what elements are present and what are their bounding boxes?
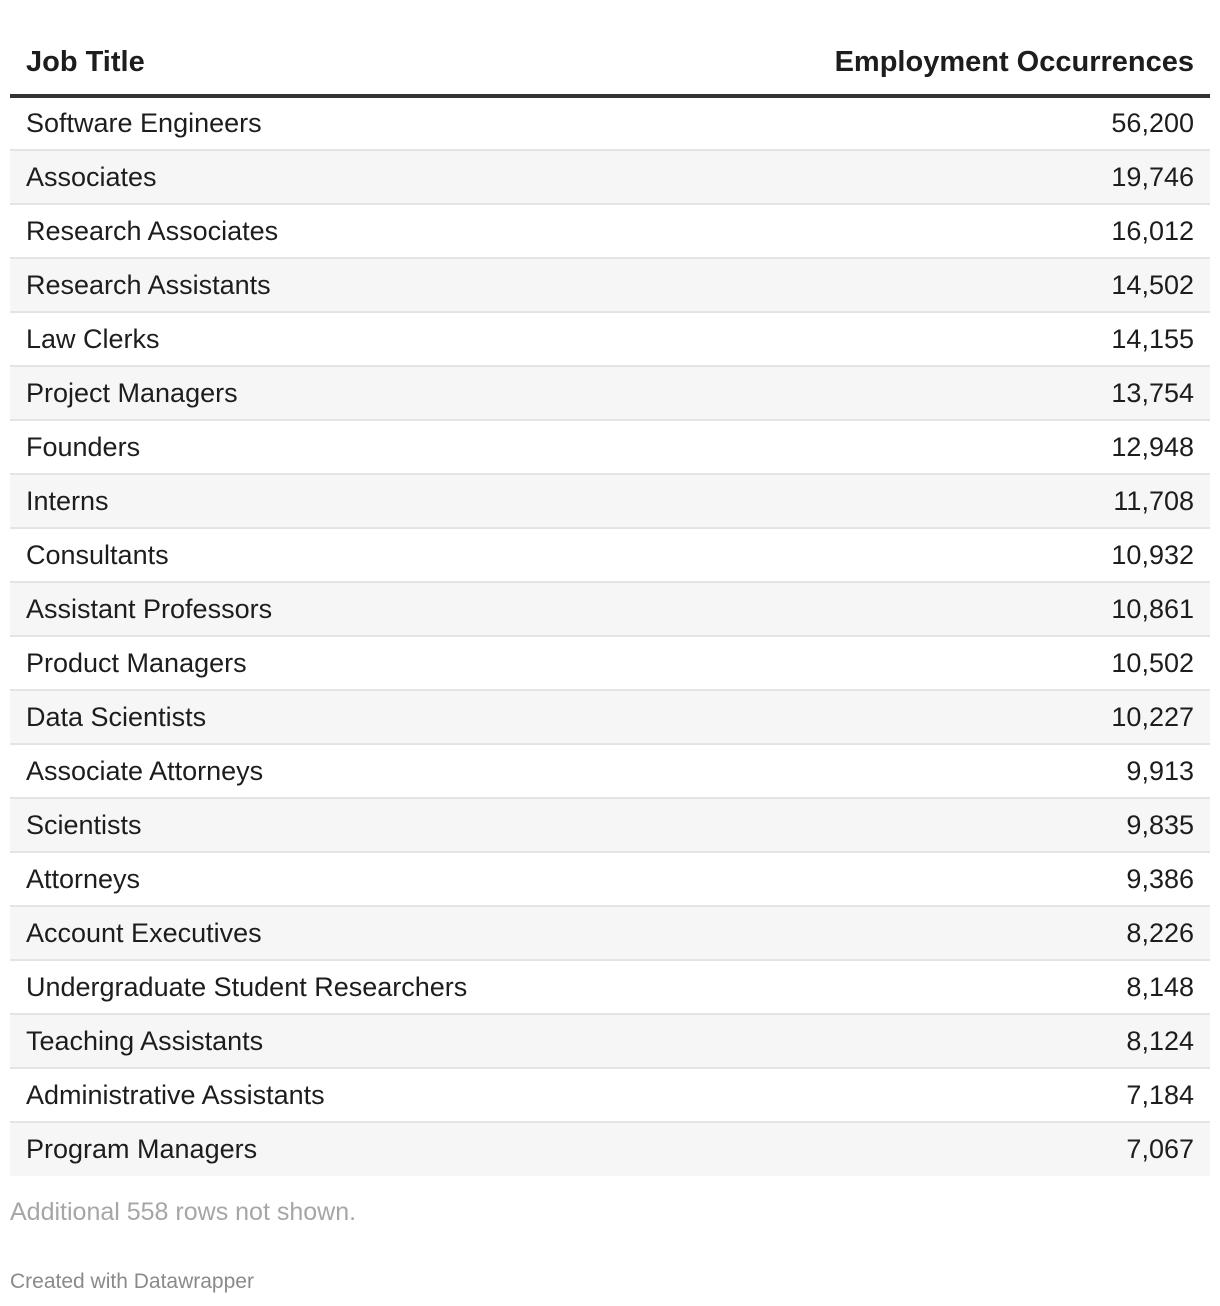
cell-job-title: Research Assistants	[10, 258, 610, 312]
table-row	[10, 1122, 1210, 1176]
cell-job-title: Software Engineers	[10, 96, 610, 150]
cell-employment-occurrences: 19,746	[610, 150, 1210, 204]
cell-job-title: Account Executives	[10, 906, 610, 960]
table-body	[10, 96, 1210, 1176]
column-header-job-title[interactable]: Job Title	[10, 30, 610, 96]
table-row	[10, 1068, 1210, 1122]
table-row	[10, 582, 1210, 636]
column-header-employment-occurrences[interactable]: Employment Occurrences	[610, 30, 1210, 96]
cell-job-title: Assistant Professors	[10, 582, 610, 636]
cell-job-title: Data Scientists	[10, 690, 610, 744]
cell-employment-occurrences: 8,148	[610, 960, 1210, 1014]
table-row	[10, 366, 1210, 420]
cell-job-title: Founders	[10, 420, 610, 474]
table-row	[10, 1014, 1210, 1068]
table-row	[10, 420, 1210, 474]
cell-employment-occurrences: 7,067	[610, 1122, 1210, 1176]
cell-job-title: Undergraduate Student Researchers	[10, 960, 610, 1014]
table-row	[10, 96, 1210, 150]
table-row	[10, 474, 1210, 528]
cell-job-title: Research Associates	[10, 204, 610, 258]
cell-job-title: Interns	[10, 474, 610, 528]
table-row	[10, 636, 1210, 690]
header-row	[10, 30, 1210, 96]
cell-job-title: Administrative Assistants	[10, 1068, 610, 1122]
cell-employment-occurrences: 10,861	[610, 582, 1210, 636]
cell-job-title: Program Managers	[10, 1122, 610, 1176]
cell-employment-occurrences: 7,184	[610, 1068, 1210, 1122]
table-row	[10, 312, 1210, 366]
cell-job-title: Product Managers	[10, 636, 610, 690]
cell-employment-occurrences: 16,012	[610, 204, 1210, 258]
cell-employment-occurrences: 14,155	[610, 312, 1210, 366]
table-row	[10, 528, 1210, 582]
cell-employment-occurrences: 9,913	[610, 744, 1210, 798]
table-header	[10, 30, 1210, 96]
job-title-table	[10, 30, 1210, 1176]
cell-employment-occurrences: 8,226	[610, 906, 1210, 960]
cell-employment-occurrences: 11,708	[610, 474, 1210, 528]
cell-job-title: Attorneys	[10, 852, 610, 906]
cell-employment-occurrences: 13,754	[610, 366, 1210, 420]
cell-job-title: Consultants	[10, 528, 610, 582]
attribution-footer: Created with Datawrapper	[10, 1270, 254, 1293]
table-row	[10, 960, 1210, 1014]
cell-job-title: Project Managers	[10, 366, 610, 420]
cell-employment-occurrences: 10,502	[610, 636, 1210, 690]
cell-job-title: Associates	[10, 150, 610, 204]
cell-job-title: Scientists	[10, 798, 610, 852]
cell-employment-occurrences: 9,835	[610, 798, 1210, 852]
cell-employment-occurrences: 14,502	[610, 258, 1210, 312]
cell-employment-occurrences: 8,124	[610, 1014, 1210, 1068]
table-row	[10, 852, 1210, 906]
table-row	[10, 690, 1210, 744]
cell-employment-occurrences: 12,948	[610, 420, 1210, 474]
cell-employment-occurrences: 9,386	[610, 852, 1210, 906]
table-row	[10, 150, 1210, 204]
data-table-container	[10, 30, 1210, 1176]
cell-employment-occurrences: 10,227	[610, 690, 1210, 744]
table-row	[10, 906, 1210, 960]
table-row	[10, 744, 1210, 798]
table-row	[10, 204, 1210, 258]
table-notes: Additional 558 rows not shown.	[10, 1198, 357, 1226]
cell-job-title: Law Clerks	[10, 312, 610, 366]
cell-job-title: Associate Attorneys	[10, 744, 610, 798]
cell-employment-occurrences: 10,932	[610, 528, 1210, 582]
table-row	[10, 258, 1210, 312]
cell-job-title: Teaching Assistants	[10, 1014, 610, 1068]
table-row	[10, 798, 1210, 852]
cell-employment-occurrences: 56,200	[610, 96, 1210, 150]
